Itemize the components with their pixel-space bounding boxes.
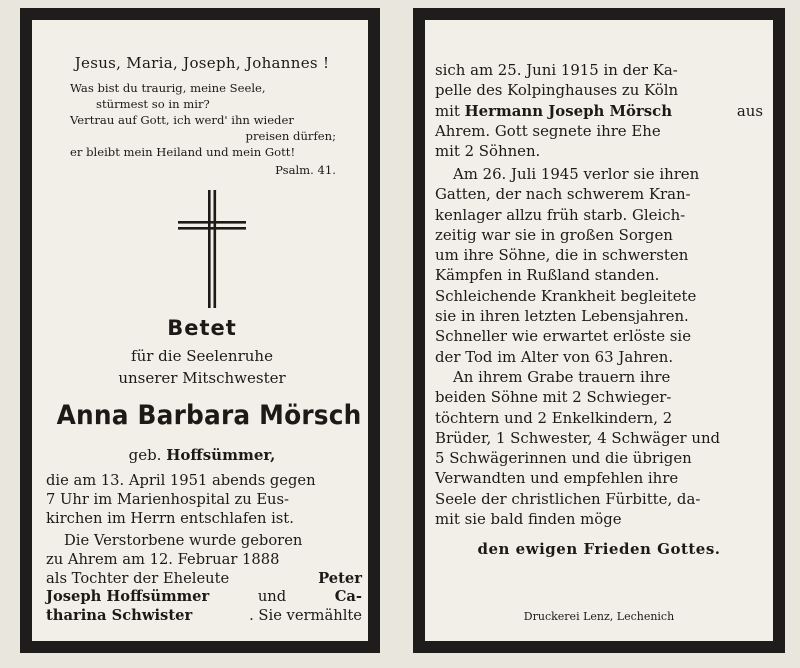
father-surname: Joseph Hoffsümmer <box>46 588 210 606</box>
text-span: sich am 25. Juni 1915 in der Ka- <box>435 61 678 79</box>
text-span: Schneller wie erwartet erlöste sie <box>435 327 692 346</box>
life-text <box>435 164 763 367</box>
text-span: Verwandten und empfehlen ihre <box>435 469 679 488</box>
text-span: kenlager allzu früh starb. Gleich- <box>435 205 686 224</box>
mother-name: Ca- <box>334 588 362 606</box>
death-notice <box>46 472 362 528</box>
text-span: 5 Schwägerinnen und die übrigen <box>435 449 692 468</box>
text-line <box>435 60 763 80</box>
marriage-text <box>435 60 763 161</box>
betet-heading: Betet <box>167 316 237 340</box>
text-span: Die Verstorbene wurde geboren <box>64 532 303 549</box>
text-line <box>435 367 763 387</box>
prayer-line: unserer Mitschwester <box>118 369 286 387</box>
text-line <box>435 205 763 225</box>
text-span: Am 26. Juli 1945 verlor sie ihren <box>453 165 700 183</box>
text-span: mit sie bald finden möge <box>435 510 622 529</box>
text-line <box>435 286 763 306</box>
text-span: der Tod im Alter von 63 Jahren. <box>435 347 674 366</box>
text-line <box>435 306 763 326</box>
poem-line: preisen dürfen; <box>245 129 336 143</box>
printer-imprint: Druckerei Lenz, Lechenich <box>523 610 675 623</box>
left-card-panel <box>20 8 380 653</box>
poem-line: Vertrau auf Gott, ich werd' ihn wieder <box>70 113 294 127</box>
text-line <box>46 588 362 607</box>
text-line <box>435 387 763 407</box>
text-span: 7 Uhr im Marienhospital zu Eus- <box>46 490 290 508</box>
text-line <box>435 347 763 367</box>
psalm-reference: Psalm. 41. <box>275 163 336 177</box>
left-card-page <box>32 20 368 641</box>
text-span: zu Ahrem am 12. Februar 1888 <box>46 550 280 568</box>
poem-line: stürmest so in mir? <box>96 97 210 111</box>
text-span: Schleichende Krankheit begleitete <box>435 286 697 305</box>
text-span: Ahrem. Gott segnete ihre Ehe <box>435 121 661 140</box>
text-line <box>435 509 763 529</box>
text-span: . Sie vermählte <box>249 607 362 625</box>
mourners-text <box>435 367 763 529</box>
maiden-name: Hoffsümmer, <box>166 446 276 464</box>
text-line <box>435 489 763 509</box>
text-line <box>46 570 362 589</box>
text-line <box>435 184 763 204</box>
text-line <box>435 265 763 285</box>
text-line <box>46 532 362 551</box>
text-span: Seele der christlichen Fürbitte, da- <box>435 489 701 508</box>
text-line <box>46 510 362 529</box>
mother-surname: tharina Schwister <box>46 607 193 625</box>
husband-name: Hermann Joseph Mörsch <box>464 101 673 120</box>
text-line <box>46 491 362 510</box>
text-span: die am 13. April 1951 abends gegen <box>46 472 316 489</box>
text-line <box>435 448 763 468</box>
text-line <box>435 80 763 100</box>
text-line <box>46 551 362 570</box>
poem-line: er bleibt mein Heiland und mein Gott! <box>70 145 296 159</box>
text-span: Gatten, der nach schwerem Kran- <box>435 185 691 204</box>
text-span: und <box>257 588 287 606</box>
text-line <box>435 428 763 448</box>
prayer-line: für die Seelenruhe <box>131 347 273 365</box>
text-span: beiden Söhne mit 2 Schwieger- <box>435 388 672 407</box>
poem-line: Was bist du traurig, meine Seele, <box>70 81 266 95</box>
father-name: Peter <box>318 569 362 587</box>
biography-text <box>46 532 362 626</box>
deceased-name: Anna Barbara Mörsch <box>56 400 362 431</box>
right-card-page <box>425 20 773 641</box>
text-span: An ihrem Grabe trauern ihre <box>453 368 671 386</box>
invocation-heading: Jesus, Maria, Joseph, Johannes ! <box>74 54 330 72</box>
maiden-name-line <box>52 446 352 464</box>
text-line <box>435 408 763 428</box>
text-span: Kämpfen in Rußland standen. <box>435 266 660 285</box>
text-span: um ihre Söhne, die in schwersten <box>435 246 689 265</box>
text-span: als Tochter der Eheleute <box>46 569 230 587</box>
born-prefix: geb. <box>128 446 162 464</box>
text-line <box>435 245 763 265</box>
text-line <box>435 121 763 141</box>
text-line <box>435 101 763 121</box>
text-line <box>435 326 763 346</box>
text-span: töchtern und 2 Enkelkindern, 2 <box>435 408 673 427</box>
text-line <box>435 225 763 245</box>
text-line <box>435 164 763 184</box>
text-span: zeitig war sie in großen Sorgen <box>435 225 673 244</box>
text-span: Brüder, 1 Schwester, 4 Schwäger und <box>435 428 721 447</box>
text-line <box>435 468 763 488</box>
psalm-poem <box>70 80 336 178</box>
text-line <box>46 472 362 491</box>
cross-icon <box>178 190 246 308</box>
text-span: mit <box>435 101 465 120</box>
text-span: mit 2 Söhnen. <box>435 142 541 161</box>
text-line <box>435 141 763 161</box>
text-span: aus <box>736 101 763 120</box>
text-span: sie in ihren letzten Lebensjahren. <box>435 307 689 326</box>
text-line <box>46 607 362 626</box>
closing-line: den ewigen Frieden Gottes. <box>477 540 721 558</box>
text-span: pelle des Kolpinghauses zu Köln <box>435 81 679 100</box>
right-card-panel <box>413 8 785 653</box>
text-span: kirchen im Herrn entschlafen ist. <box>46 509 294 527</box>
